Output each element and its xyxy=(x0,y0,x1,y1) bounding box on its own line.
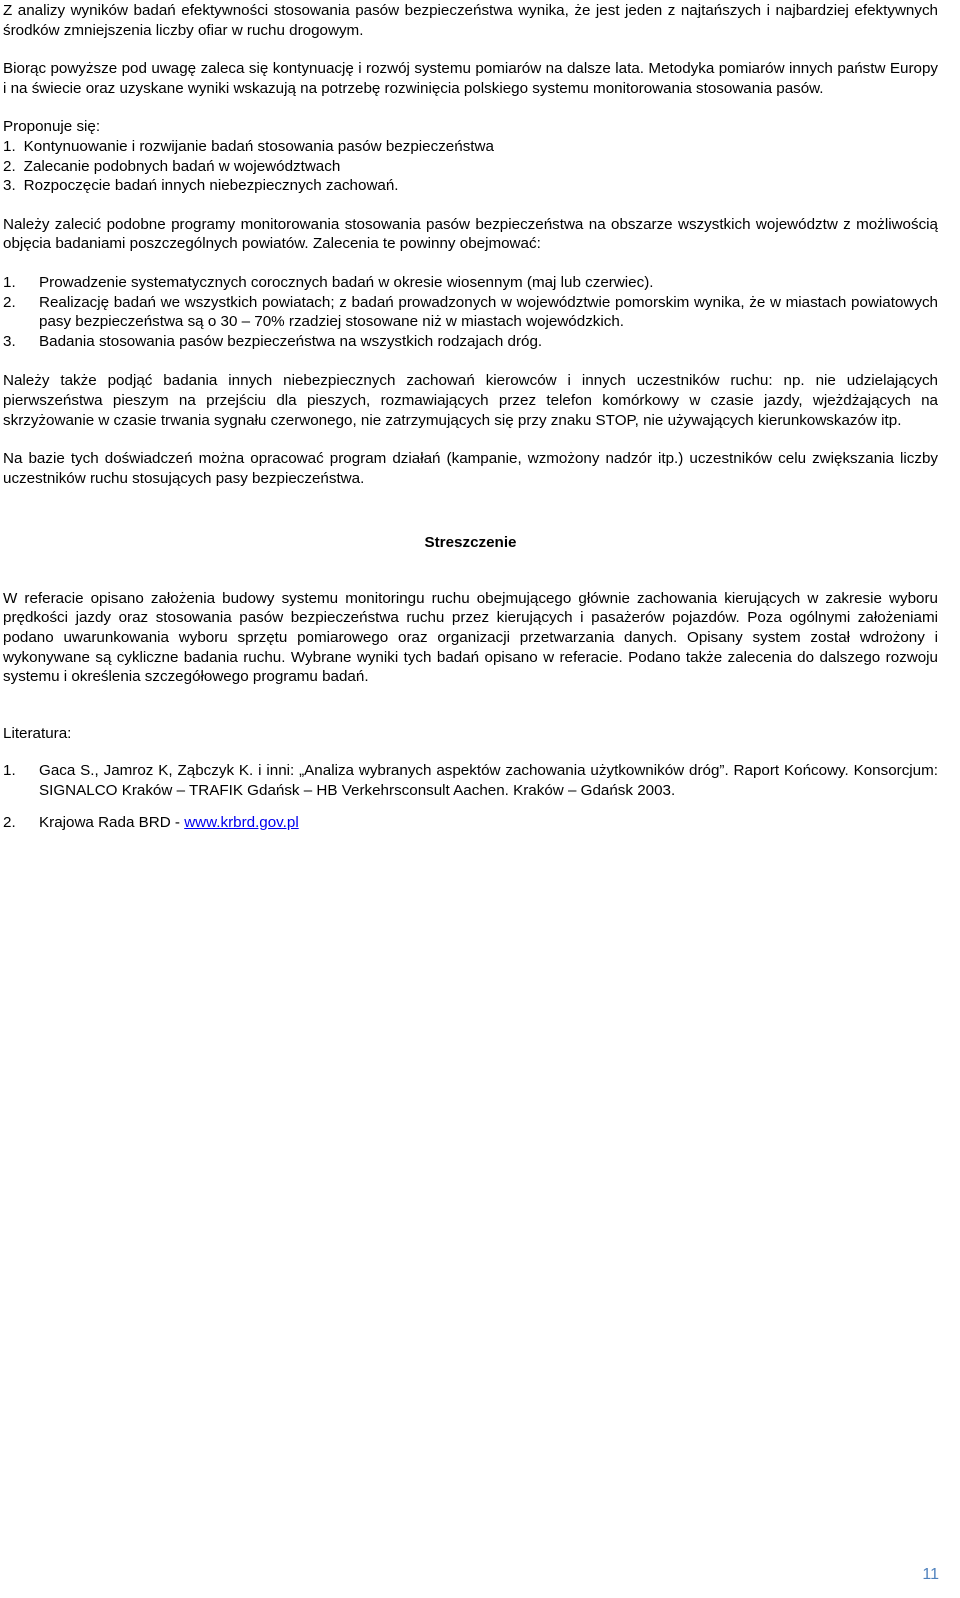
proposals-list xyxy=(3,137,938,196)
list-text: Krajowa Rada BRD - xyxy=(39,813,185,831)
list-number: 1. xyxy=(3,762,16,780)
paragraph-other-behaviours: Należy także podjąć badania innych niebezpiecznych zachowań kierowców i innych uczestników ruchu: np. nie udzielających pierwszeństwa pieszym na przejściu dla pieszych, rozmawiających przez telefon komórkowy w czasie jazdy, wjeżdżających na skrzyżowanie w czasie trwania sygnału czerwonego, nie zatrzymujących się przy znaku STOP, nie używających kierunkowskazów itp. xyxy=(3,372,938,429)
list-text: Prowadzenie systematycznych corocznych badań w okresie wiosennym (maj lub czerwiec). xyxy=(39,273,654,291)
list-text: Rozpoczęcie badań innych niebezpiecznych zachowań. xyxy=(23,177,399,195)
list-entry xyxy=(39,813,938,833)
list-item xyxy=(3,293,938,332)
list-item xyxy=(3,813,938,833)
list-text: Gaca S., Jamroz K, Ząbczyk K. i inni: „Analiza wybranych aspektów zachowania użytkowników dróg”. Raport Końcowy. Konsorcjum: SIGNALCO Kraków – TRAFIK Gdańsk – HB Verkehrsconsult Aachen. Kraków – Gdańsk 2003. xyxy=(39,762,938,800)
list-item xyxy=(3,137,938,157)
literature-heading: Literatura: xyxy=(3,724,72,742)
document-page xyxy=(3,0,938,832)
list-text: Realizację badań we wszystkich powiatach; z badań prowadzonych w województwie pomorskim wynika, że w miastach powiatowych pasy bezpieczeństwa są o 30 – 70% rzadziej stosowane niż w miastach wojewódzkich. xyxy=(39,293,938,331)
list-number: 1. xyxy=(3,137,16,155)
paragraph-programs: Należy zalecić podobne programy monitorowania stosowania pasów bezpieczeństwa na obszarze wszystkich województw z możliwością objęcia badaniami poszczególnych powiatów. Zalecenia te powinny obejmować: xyxy=(3,215,938,253)
literature-list xyxy=(3,761,938,832)
paragraph-recommendation: Biorąc powyższe pod uwagę zaleca się kontynuację i rozwój systemu pomiarów na dalsze lata. Metodyka pomiarów innych państw Europy i na świecie oraz uzyskane wyniki wskazują na potrzebę rozwinięcia polskiego systemu monitorowania stosowania pasów. xyxy=(3,60,938,97)
list-item xyxy=(3,157,938,177)
list-item xyxy=(3,761,938,800)
list-item xyxy=(3,176,938,196)
summary-text: W referacie opisano założenia budowy systemu monitoringu ruchu obejmującego głównie zachowania kierujących w zakresie wyboru prędkości jazdy oraz stosowania pasów bezpieczeństwa ruchu przez kierujących i pasażerów pojazdów. Poza ogólnymi założeniami podano uwarunkowania wyboru sprzętu pomiarowego oraz organizacji przetwarzania danych. Opisany system został wdrożony i wykonywane są cykliczne badania ruchu. Wybrane wyniki tych badań opisano w referacie. Podano także zalecenia do dalszego rozwoju systemu i określenia szczegółowego programu badań. xyxy=(3,589,938,686)
krbrd-link[interactable]: www.krbrd.gov.pl xyxy=(184,813,299,831)
list-number: 1. xyxy=(3,273,16,291)
list-item xyxy=(3,332,938,352)
list-number: 2. xyxy=(3,157,16,175)
paragraph-campaign: Na bazie tych doświadczeń można opracować program działań (kampanie, wzmożony nadzór itp.) uczestników celu zwiększania liczby uczestników ruchu stosujących pasy bezpieczeństwa. xyxy=(3,450,938,487)
paragraph-effectiveness: Z analizy wyników badań efektywności stosowania pasów bezpieczeństwa wynika, że jest jeden z najtańszych i najbardziej efektywnych środków zmniejszenia liczby ofiar w ruchu drogowym. xyxy=(3,2,938,39)
list-number: 2. xyxy=(3,813,16,831)
list-item xyxy=(3,273,938,293)
list-text: Zalecanie podobnych badań w województwach xyxy=(23,157,341,175)
list-number: 2. xyxy=(3,293,16,311)
summary-heading: Streszczenie xyxy=(424,534,517,552)
list-text: Kontynuowanie i rozwijanie badań stosowania pasów bezpieczeństwa xyxy=(23,137,494,155)
list-text: Badania stosowania pasów bezpieczeństwa na wszystkich rodzajach dróg. xyxy=(39,332,543,350)
list-number: 3. xyxy=(3,332,16,350)
page-number: 11 xyxy=(922,1566,939,1583)
recommendations-list xyxy=(3,273,938,351)
proposals-intro: Proponuje się: xyxy=(3,118,101,136)
list-number: 3. xyxy=(3,177,16,195)
